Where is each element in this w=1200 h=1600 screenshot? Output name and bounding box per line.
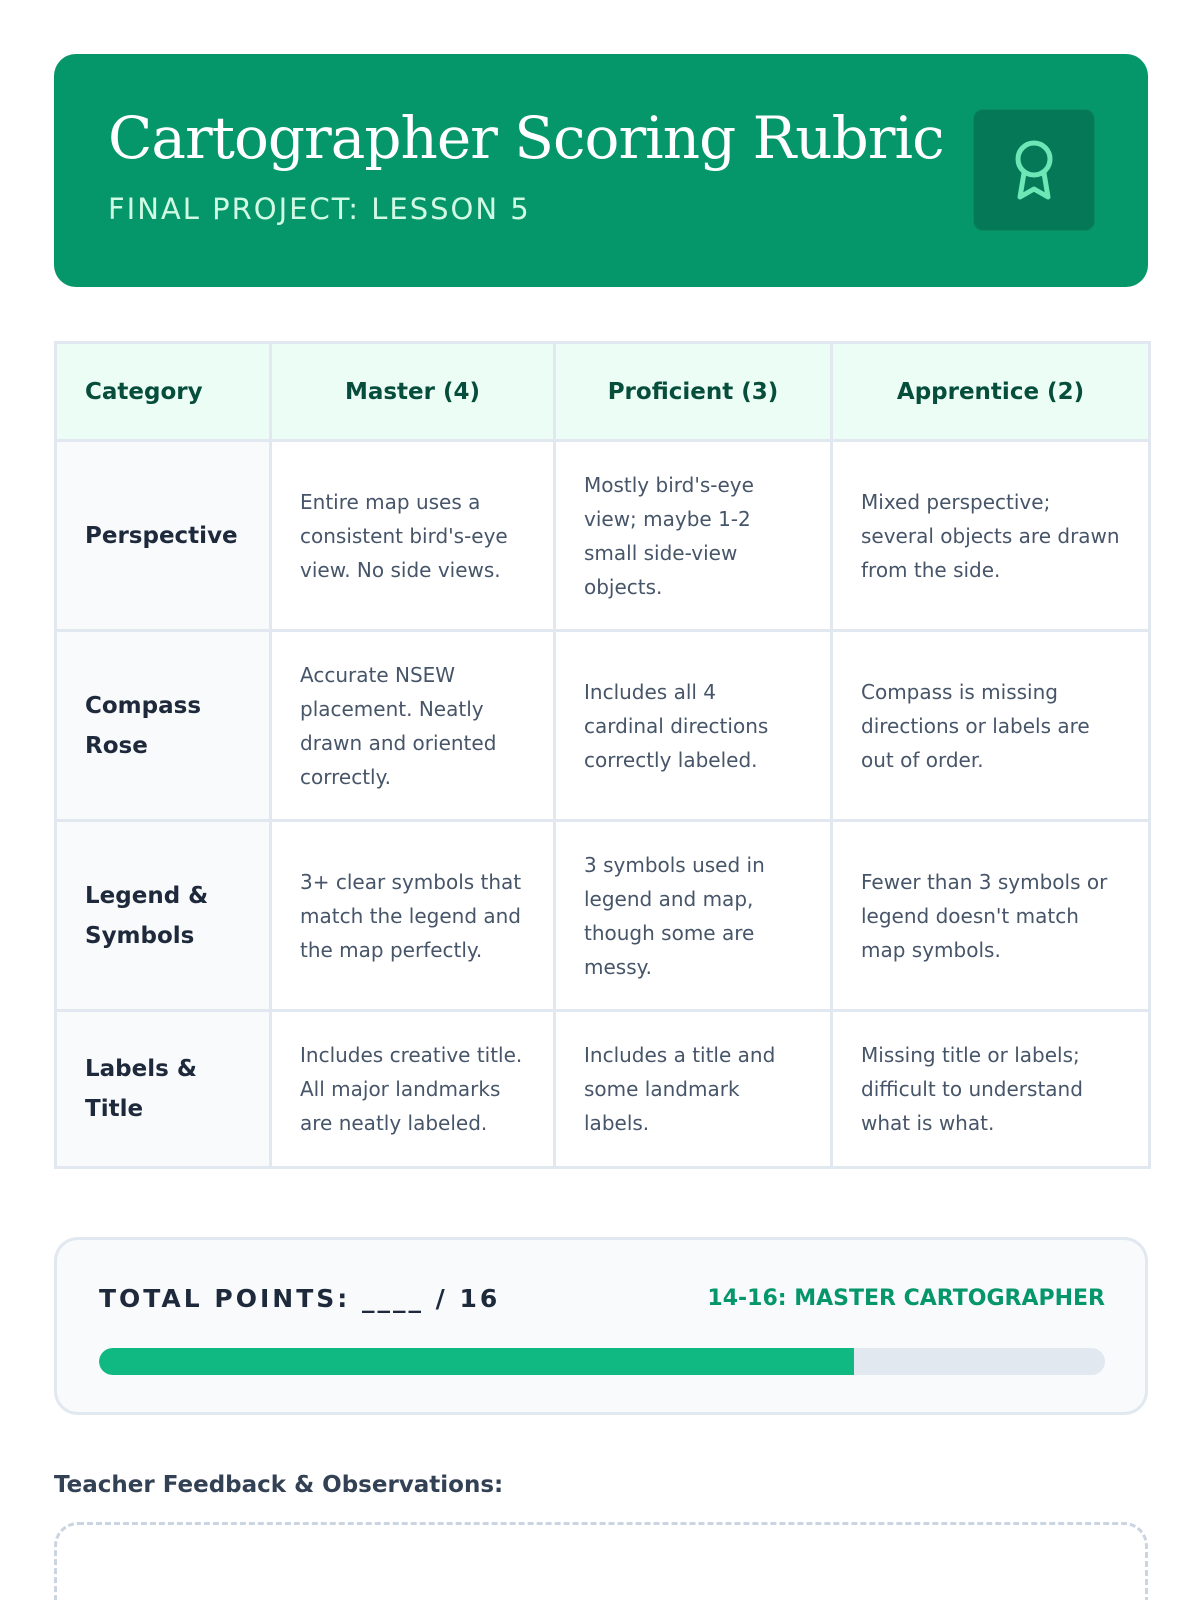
table-header-row [56,343,1150,441]
proficient-cell: Includes all 4 cardinal directions correctly labeled. [555,631,832,821]
table-row [56,631,1150,821]
score-progress-bar [99,1348,1105,1375]
master-cell: 3+ clear symbols that match the legend and the map perfectly. [271,821,555,1011]
category-cell: Perspective [56,441,271,631]
category-cell: Compass Rose [56,631,271,821]
total-points-card [54,1237,1148,1415]
apprentice-cell: Missing title or labels; difficult to understand what is what. [832,1011,1150,1168]
table-row [56,821,1150,1011]
proficient-cell: 3 symbols used in legend and map, though some are messy. [555,821,832,1011]
master-cell: Entire map uses a consistent bird's-eye view. No side views. [271,441,555,631]
award-ribbon-icon [1006,135,1062,205]
apprentice-cell: Compass is missing directions or labels are out of order. [832,631,1150,821]
apprentice-cell: Mixed perspective; several objects are drawn from the side. [832,441,1150,631]
column-header-category: Category [56,343,271,441]
master-cell: Includes creative title. All major landmarks are neatly labeled. [271,1011,555,1168]
category-cell: Legend & Symbols [56,821,271,1011]
column-header-apprentice: Apprentice (2) [832,343,1150,441]
score-progress-fill [99,1348,854,1375]
feedback-label: Teacher Feedback & Observations: [54,1472,504,1498]
page-title: Cartographer Scoring Rubric [108,104,944,172]
table-row [56,1011,1150,1168]
feedback-input-box[interactable] [54,1522,1148,1600]
page-subtitle: FINAL PROJECT: LESSON 5 [108,192,531,226]
total-points-label: TOTAL POINTS: ____ / 16 [99,1284,501,1313]
category-cell: Labels & Title [56,1011,271,1168]
score-range-status: 14-16: MASTER CARTOGRAPHER [707,1286,1105,1311]
column-header-master: Master (4) [271,343,555,441]
rubric-table [54,341,1151,1169]
master-cell: Accurate NSEW placement. Neatly drawn and oriented correctly. [271,631,555,821]
apprentice-cell: Fewer than 3 symbols or legend doesn't match map symbols. [832,821,1150,1011]
proficient-cell: Mostly bird's-eye view; maybe 1-2 small side-view objects. [555,441,832,631]
table-row [56,441,1150,631]
rubric-header [54,54,1148,287]
column-header-proficient: Proficient (3) [555,343,832,441]
proficient-cell: Includes a title and some landmark labels. [555,1011,832,1168]
award-badge [973,109,1095,231]
